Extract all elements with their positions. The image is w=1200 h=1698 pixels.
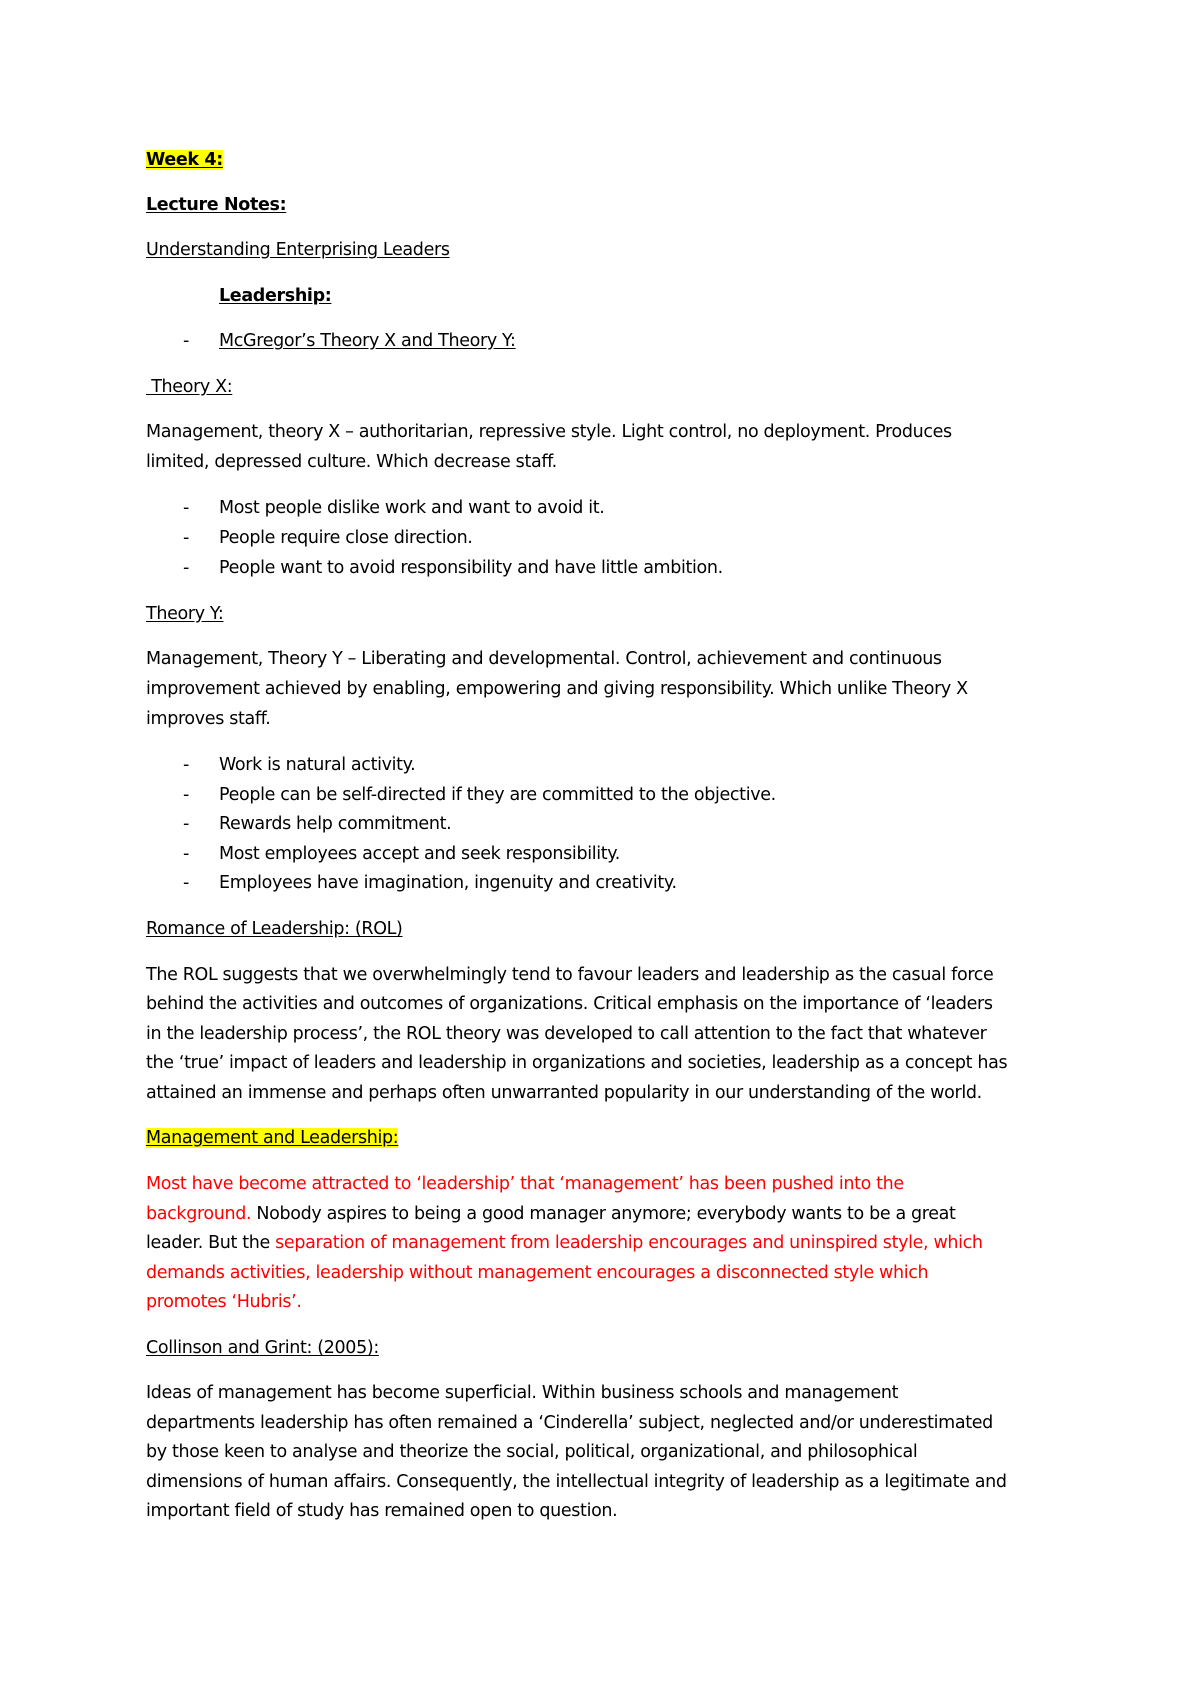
cg-para-line: dimensions of human affairs. Consequently, the intellectual integrity of leadership as a legitimate and: [146, 1472, 1007, 1492]
ml-para-line: Most have become attracted to ‘leadership’ that ‘management’ has been pushed into the: [146, 1174, 904, 1194]
theory-x-para-line: limited, depressed culture. Which decrease staff.: [146, 452, 557, 472]
ml-black-text: leader. But the: [146, 1233, 276, 1253]
collinson-grint-heading: Collinson and Grint: (2005):: [146, 1338, 379, 1358]
cg-para-line: important field of study has remained open to question.: [146, 1501, 618, 1521]
bullet-dash: -: [183, 331, 190, 351]
lecture-notes-heading: Lecture Notes:: [146, 195, 287, 215]
rol-para-line: in the leadership process’, the ROL theory was developed to call attention to the fact that whatever: [146, 1024, 987, 1044]
bullet-dash: -: [183, 558, 190, 578]
theory-x-bullet: Most people dislike work and want to avoid it.: [219, 498, 605, 518]
rol-para-line: the ‘true’ impact of leaders and leadership in organizations and societies, leadership as a concept has: [146, 1053, 1008, 1073]
theory-x-bullet: People want to avoid responsibility and have little ambition.: [219, 558, 723, 578]
ml-para-line: promotes ‘Hubris’.: [146, 1292, 302, 1312]
theory-y-bullet: Work is natural activity.: [219, 755, 416, 775]
leadership-heading: Leadership:: [219, 286, 332, 306]
rol-heading: Romance of Leadership: (ROL): [146, 919, 403, 939]
theory-y-bullet: Employees have imagination, ingenuity and creativity.: [219, 873, 677, 893]
ml-para-line: demands activities, leadership without management encourages a disconnected style which: [146, 1263, 929, 1283]
week-heading: [146, 146, 223, 175]
document-title: Understanding Enterprising Leaders: [146, 240, 450, 260]
cg-para-line: departments leadership has often remained a ‘Cinderella’ subject, neglected and/or underestimated: [146, 1413, 993, 1433]
bullet-dash: -: [183, 844, 190, 864]
theory-y-para-line: improvement achieved by enabling, empowering and giving responsibility. Which unlike Theory X: [146, 679, 968, 699]
theory-x-bullet: People require close direction.: [219, 528, 473, 548]
theory-y-bullet: People can be self-directed if they are committed to the objective.: [219, 785, 776, 805]
ml-red-text: separation of management from leadership encourages and uninspired style, which: [275, 1233, 983, 1253]
rol-para-line: The ROL suggests that we overwhelmingly tend to favour leaders and leadership as the casual force: [146, 965, 994, 985]
theory-x-para-line: Management, theory X – authoritarian, repressive style. Light control, no deployment. Produces: [146, 422, 952, 442]
bullet-dash: -: [183, 528, 190, 548]
cg-para-line: Ideas of management has become superficial. Within business schools and management: [146, 1383, 899, 1403]
theory-y-para-line: Management, Theory Y – Liberating and developmental. Control, achievement and continuous: [146, 649, 942, 669]
rol-para-line: attained an immense and perhaps often unwarranted popularity in our understanding of the world.: [146, 1083, 982, 1103]
theory-y-bullet: Rewards help commitment.: [219, 814, 452, 834]
bullet-dash: -: [183, 873, 190, 893]
ml-red-text: background.: [146, 1204, 252, 1224]
bullet-dash: -: [183, 498, 190, 518]
rol-para-line: behind the activities and outcomes of organizations. Critical emphasis on the importance of ‘leaders: [146, 994, 993, 1014]
ml-black-text: Nobody aspires to being a good manager anymore; everybody wants to be a great: [251, 1204, 956, 1224]
management-leadership-highlight: Management and Leadership:: [146, 1128, 399, 1148]
management-leadership-heading: [146, 1124, 398, 1153]
theory-y-para-line: improves staff.: [146, 709, 271, 729]
bullet-dash: -: [183, 755, 190, 775]
bullet-dash: -: [183, 785, 190, 805]
theory-y-heading: Theory Y:: [146, 604, 224, 624]
ml-para-line: [146, 1200, 956, 1229]
theory-y-bullet: Most employees accept and seek responsibility.: [219, 844, 620, 864]
mcgregor-heading: McGregor’s Theory X and Theory Y:: [219, 331, 516, 351]
bullet-dash: -: [183, 814, 190, 834]
theory-x-heading: Theory X:: [146, 377, 233, 397]
week-highlight: Week 4:: [146, 150, 223, 170]
ml-para-line: [146, 1229, 983, 1258]
cg-para-line: by those keen to analyse and theorize the social, political, organizational, and philosophical: [146, 1442, 918, 1462]
